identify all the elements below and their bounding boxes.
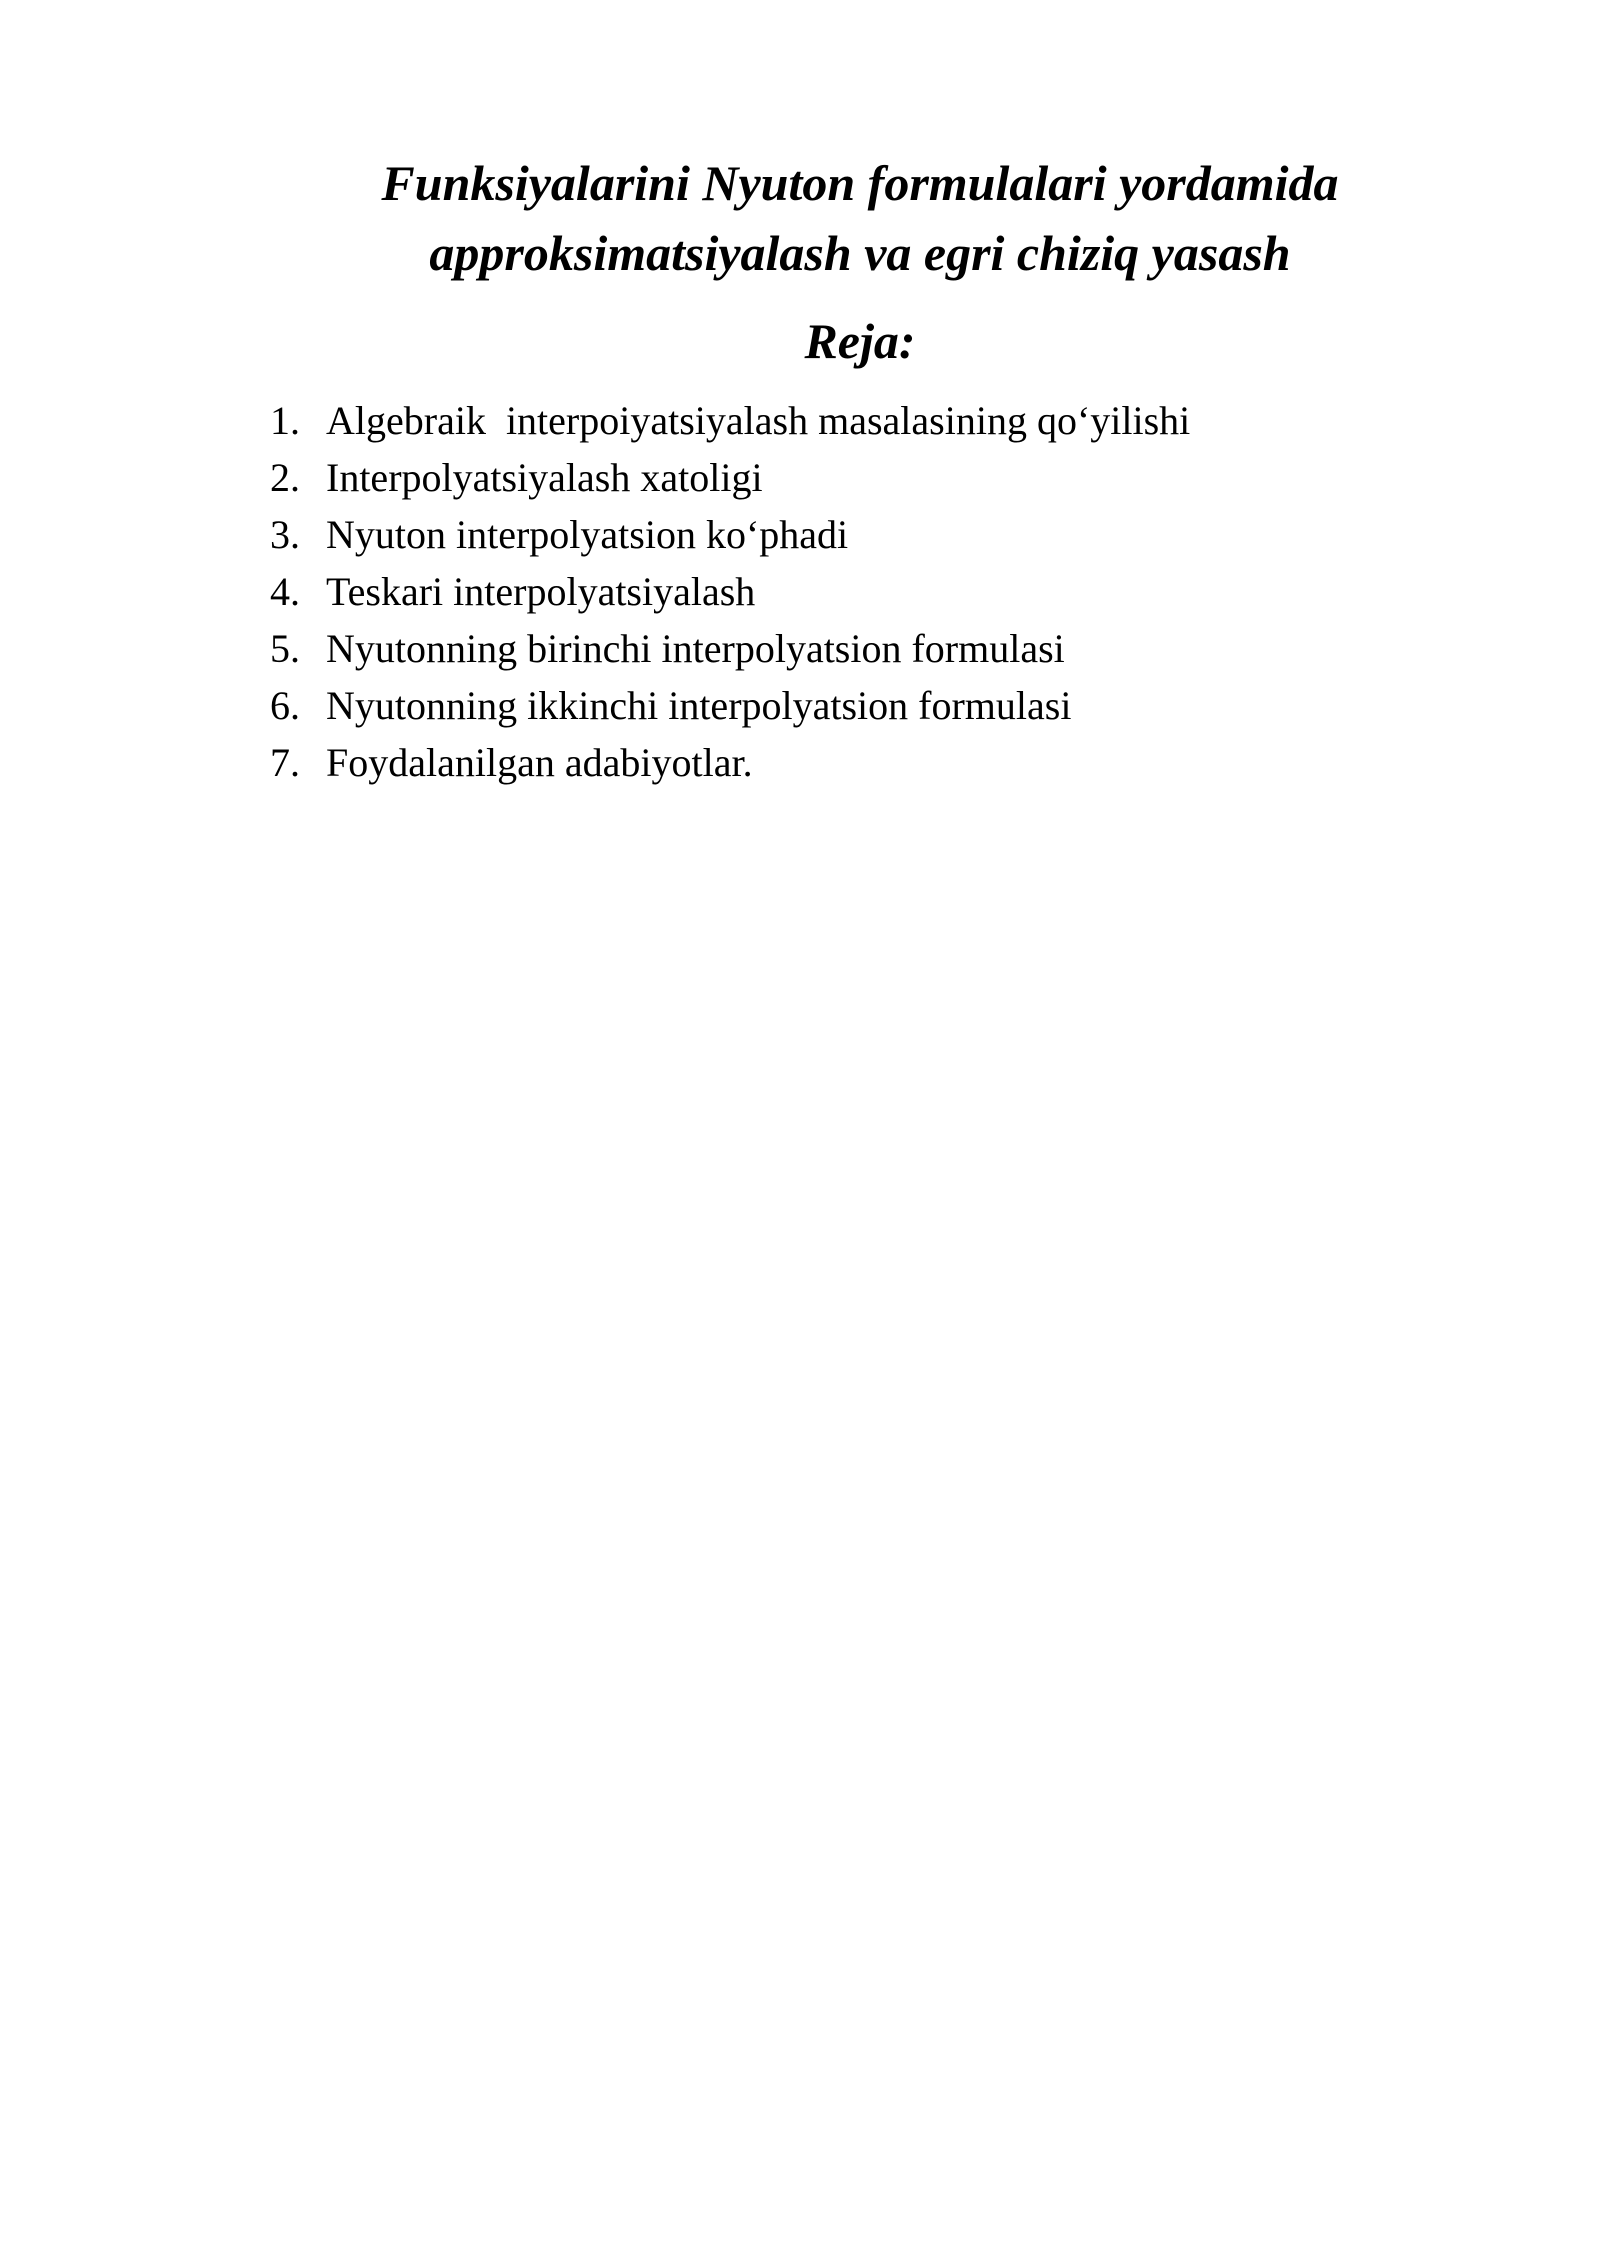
title-line-1: Funksiyalarini Nyuton formulalari yordamida	[381, 155, 1339, 211]
list-item	[270, 677, 1190, 734]
list-item	[270, 449, 1190, 506]
list-item	[270, 620, 1190, 677]
document-title	[260, 148, 1460, 288]
list-item	[270, 734, 1190, 791]
list-item-text: Nyutonning ikkinchi interpolyatsion formulasi	[326, 683, 1072, 728]
list-item-text: Interpolyatsiyalash xatoligi	[326, 455, 763, 500]
list-item-text: Nyutonning birinchi interpolyatsion formulasi	[326, 626, 1065, 671]
list-item	[270, 506, 1190, 563]
plan-list	[270, 392, 1190, 791]
list-item-number: 3.	[270, 512, 300, 557]
list-item-number: 1.	[270, 398, 300, 443]
list-item-number: 2.	[270, 455, 300, 500]
list-item	[270, 563, 1190, 620]
list-item-text: Algebraik interpoiyatsiyalash masalasining qo‘yilishi	[326, 398, 1191, 443]
title-line-2: approksimatsiyalash va egri chiziq yasash	[429, 225, 1291, 281]
plan-heading: Reja:	[804, 313, 916, 369]
list-item-number: 7.	[270, 740, 300, 785]
list-item-text: Teskari interpolyatsiyalash	[326, 569, 756, 614]
list-item-number: 4.	[270, 569, 300, 614]
list-item-text: Foydalanilgan adabiyotlar.	[326, 740, 753, 785]
list-item-number: 6.	[270, 683, 300, 728]
list-item	[270, 392, 1190, 449]
list-item-number: 5.	[270, 626, 300, 671]
list-item-text: Nyuton interpolyatsion ko‘phadi	[326, 512, 849, 557]
